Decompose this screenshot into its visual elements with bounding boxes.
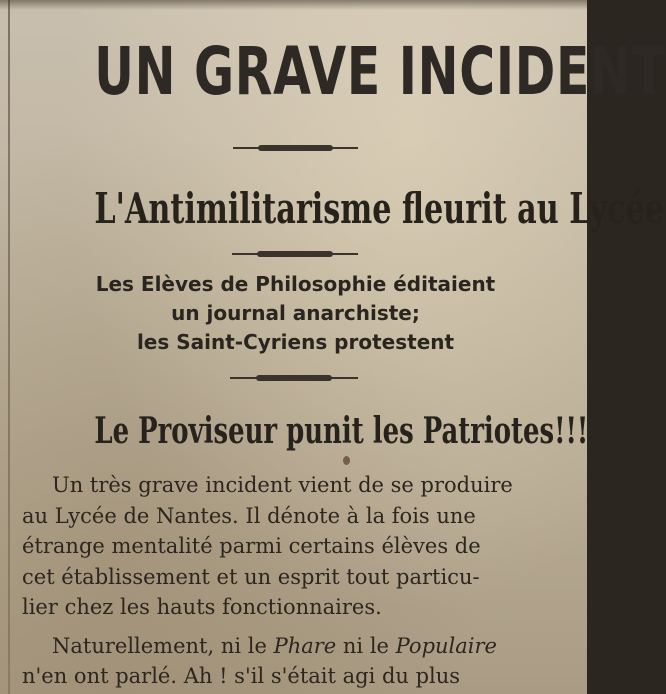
body-line [22, 631, 602, 662]
body-text-run: ni le [336, 633, 396, 658]
deck-text [18, 270, 573, 357]
column-fold-line [8, 0, 10, 694]
newspaper-name-phare: Phare [273, 633, 337, 658]
deck-line: un journal anarchiste; [171, 301, 420, 325]
newspaper-name-populaire: Populaire [395, 633, 497, 658]
subheadline-proviseur: Le Proviseur punit les Patriotes!!! [94, 410, 589, 452]
body-line: cet établissement et un esprit tout particu- [22, 564, 480, 589]
body-line: étrange mentalité parmi certains élèves de [22, 534, 481, 558]
deck-line: Les Elèves de Philosophie éditaient [95, 272, 496, 296]
ornamental-rule-3 [230, 377, 358, 379]
body-line: n'en ont parlé. Ah ! s'il s'était agi du plus [22, 664, 461, 688]
ornamental-rule-2 [232, 253, 358, 255]
article-body [22, 470, 602, 692]
body-line: Un très grave incident vient de se produire [52, 473, 513, 497]
body-line: lier chez les hauts fonctionnaires. [22, 595, 382, 619]
body-line: au Lycée de Nantes. Il dénote à la fois une [22, 503, 476, 528]
ornamental-rule-1 [233, 147, 358, 149]
deck-line: les Saint-Cyriens protestent [136, 330, 455, 354]
subheadline-antimilitarisme: L'Antimilitarisme fleurit au Lycée [94, 184, 664, 233]
main-headline: UN GRAVE INCIDENT [94, 33, 666, 110]
ink-smudge [343, 456, 350, 465]
top-shadow [0, 0, 587, 10]
body-text-run: Naturellement, ni le [52, 633, 274, 658]
